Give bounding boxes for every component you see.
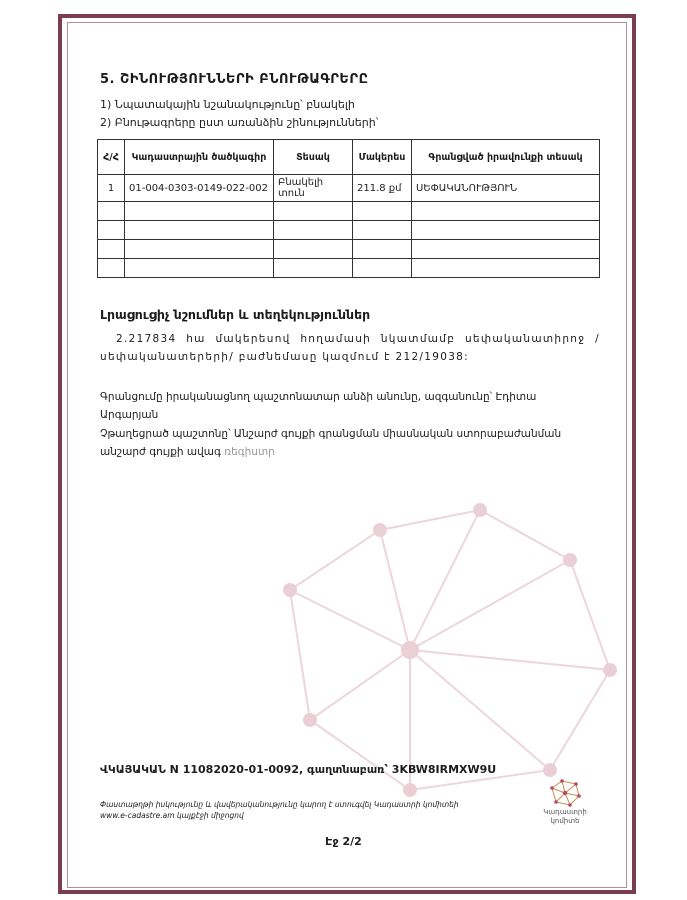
table-header-row [98, 140, 600, 175]
header-right-type: Գրանցված իրավունքի տեսակ [412, 140, 600, 175]
logo-text-line2: կոմիտե [550, 817, 580, 825]
cadastre-logo [530, 778, 600, 840]
cell-number: 1 [98, 175, 125, 202]
cell-type: Բնակելի տուն [274, 175, 353, 202]
table-cell [98, 221, 125, 240]
additional-info-title: Լրացուցիչ նշումներ և տեղեկություններ [100, 307, 371, 322]
verification-note [100, 799, 459, 821]
table-cell [274, 259, 353, 278]
table-cell [274, 202, 353, 221]
table-cell [98, 259, 125, 278]
registrar-text: Գրանցումը իրականացնող պաշտոնատար անձի անունը, ազգանունը՝ Էդիտա Արգարյան [100, 391, 537, 421]
characteristics-line: 2) Բնութագրերը ըստ առանձին շինությունների՝ [100, 116, 379, 129]
table-row [98, 259, 600, 278]
cell-cadastral-code: 01-004-0303-0149-022-002 [125, 175, 274, 202]
table-cell [412, 202, 600, 221]
position-text-faded: ռեգիստր [224, 446, 275, 458]
table-row [98, 240, 600, 259]
verification-note-line2: www.e-cadastre.am կայքէջի միջոցով [100, 811, 244, 820]
purpose-line: 1) Նպատակային նշանակությունը՝ բնակելի [100, 98, 355, 111]
network-watermark [250, 470, 630, 800]
header-area: Մակերես [353, 140, 412, 175]
certificate-line: ՎԿԱՅԱԿԱՆ N 11082020-01-0092, գաղտնաբառ՝ 3KBW8IRMXW9U [100, 763, 497, 776]
header-number: Հ/Հ [98, 140, 125, 175]
header-cadastral-code: Կադաստրային ծածկագիր [125, 140, 274, 175]
page-number: Էջ 2/2 [325, 835, 362, 848]
table-cell [125, 259, 274, 278]
logo-text-line1: Կադաստրի [543, 808, 587, 816]
table-cell [353, 240, 412, 259]
section-title: 5. ՇԻՆՈՒԹՅՈՒՆՆԵՐԻ ԲՆՈՒԹԱԳՐԵՐԸ [100, 72, 369, 87]
position-text [100, 425, 580, 461]
position-text-main: Չթաղեցրած պաշտոնը՝ Անշարժ գույքի գրանցման միասնական ստորաբաժանման անշարժ գույքի ավագ [100, 428, 562, 458]
share-info-text: 2.217834 հա մակերեսով հողամասի նկատմամբ սեփականատիրոջ /սեփականատերերի/ բաժնեմասը կազմում է 212/19038: [100, 333, 600, 363]
table-cell [125, 221, 274, 240]
table-cell [412, 240, 600, 259]
table-row [98, 221, 600, 240]
table-cell [353, 202, 412, 221]
table-cell [353, 221, 412, 240]
table-cell [125, 202, 274, 221]
verification-note-line1: Փաստաթղթի իսկությունը և վավերականությունը կարող է ստուգվել Կադաստրի կոմիտեի [100, 800, 459, 809]
table-row [98, 175, 600, 202]
network-logo-icon [548, 778, 582, 808]
cell-right-type: ՍԵՓԱԿԱՆՈՒԹՅՈՒՆ [412, 175, 600, 202]
table-cell [412, 221, 600, 240]
table-cell [274, 221, 353, 240]
table-cell [412, 259, 600, 278]
table-cell [98, 202, 125, 221]
table-cell [274, 240, 353, 259]
cell-area: 211.8 քմ [353, 175, 412, 202]
table-cell [98, 240, 125, 259]
table-cell [125, 240, 274, 259]
buildings-table [97, 139, 600, 278]
table-cell [353, 259, 412, 278]
header-type: Տեսակ [274, 140, 353, 175]
table-row [98, 202, 600, 221]
